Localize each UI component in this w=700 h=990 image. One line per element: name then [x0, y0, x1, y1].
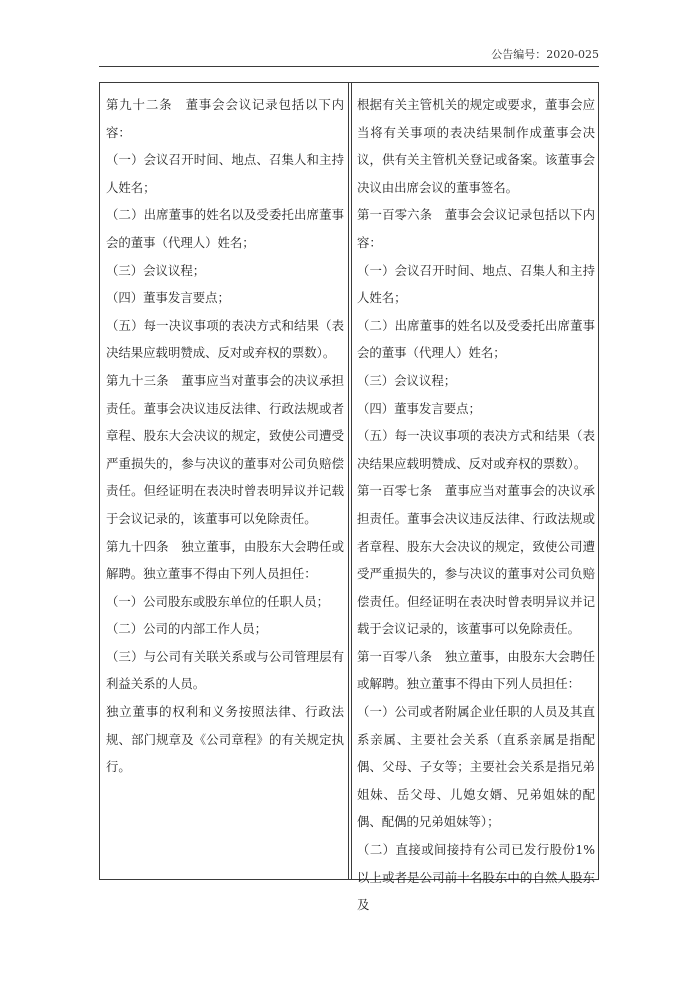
paragraph: （一）公司或者附属企业任职的人员及其直系亲属、主要社会关系（直系亲属是指配偶、父母、子女等；主要社会关系是指兄弟姐妹、岳父母、儿媳女婿、兄弟姐妹的配偶、配偶的兄弟姐妹等）； [357, 704, 595, 830]
paragraph: （三）会议议程； [106, 262, 206, 278]
announcement-number: 公告编号：2020-025 [491, 48, 599, 61]
paragraph: （一）公司股东或股东单位的任职人员； [106, 593, 330, 609]
paragraph: （二）出席董事的姓名以及受委托出席董事会的董事（代理人）姓名； [357, 317, 595, 361]
revised-articles-column [357, 91, 595, 919]
paragraph: 第一百零六条 董事会会议记录包括以下内容： [357, 207, 595, 250]
paragraph: （四）董事发言要点； [357, 400, 481, 416]
original-articles-column [106, 91, 344, 781]
paragraph: （二）公司的内部工作人员； [106, 621, 268, 637]
paragraph: 第一百零八条 独立董事，由股东大会聘任或解聘。独立董事不得由下列人员担任： [357, 648, 595, 692]
paragraph: 根据有关主管机关的规定或要求，董事会应当将有关事项的表决结果制作成董事会决议，供有关主管机关登记或备案。该董事会决议由出席会议的董事签名。 [357, 97, 595, 195]
column-divider [348, 83, 349, 879]
paragraph: （四）董事发言要点； [106, 290, 230, 306]
comparison-table [99, 82, 599, 913]
paragraph: （五）每一决议事项的表决方式和结果（表决结果应载明赞成、反对或弃权的票数）。 [357, 428, 595, 471]
paragraph: 第九十四条 独立董事，由股东大会聘任或解聘。独立董事不得由下列人员担任： [106, 538, 344, 582]
paragraph: （三）会议议程； [357, 372, 457, 388]
paragraph: （一）会议召开时间、地点、召集人和主持人姓名； [357, 262, 595, 306]
paragraph: 独立董事的权利和义务按照法律、行政法规、部门规章及《公司章程》的有关规定执行。 [106, 704, 344, 775]
page-header [99, 0, 599, 67]
paragraph: （二）出席董事的姓名以及受委托出席董事会的董事（代理人）姓名； [106, 207, 344, 250]
paragraph: （二）直接或间接持有公司已发行股份1%以上或者是公司前十名股东中的自然人股东及 [357, 842, 595, 913]
column-divider-inner [351, 83, 352, 879]
paragraph: （三）与公司有关联关系或与公司管理层有利益关系的人员。 [106, 648, 344, 692]
paragraph: 第九十二条 董事会会议记录包括以下内容： [106, 97, 344, 140]
paragraph: 第九十三条 董事应当对董事会的决议承担责任。董事会决议违反法律、行政法规或者章程、股东大会决议的规定，致使公司遭受严重损失的，参与决议的董事对公司负赔偿责任。但经证明在表决时曾表明异议并记载于会议记录的，该董事可以免除责任。 [106, 372, 344, 526]
paragraph: 第一百零七条 董事应当对董事会的决议承担责任。董事会决议违反法律、行政法规或者章程、股东大会决议的规定，致使公司遭受严重损失的，参与决议的董事对公司负赔偿责任。但经证明在表决时曾表明异议并记载于会议记录的，该董事可以免除责任。 [357, 483, 595, 637]
paragraph: （五）每一决议事项的表决方式和结果（表决结果应载明赞成、反对或弃权的票数）。 [106, 317, 344, 361]
paragraph: （一）会议召开时间、地点、召集人和主持人姓名； [106, 152, 344, 195]
